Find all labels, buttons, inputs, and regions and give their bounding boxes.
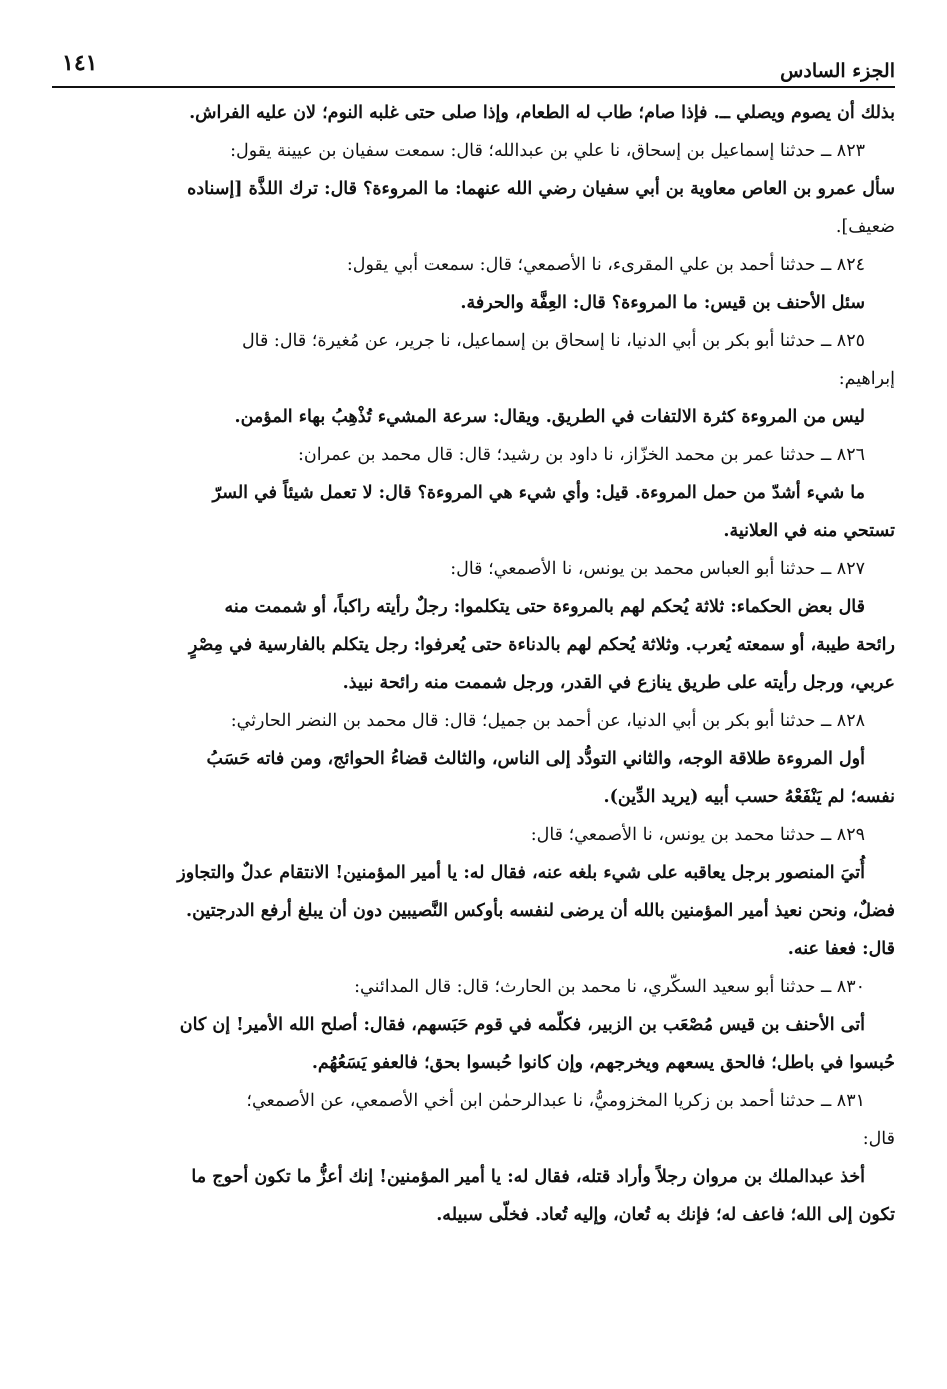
narration-chain-line: ٨٢٥ ــ حدثنا أبو بكر بن أبي الدنيا، نا إسحاق بن إسماعيل، نا جرير، عن مُغيرة؛ قال: قال	[241, 331, 865, 351]
text-line: عربي، ورجل رأيته على طريق ينازع في القدر، ورجل شممت منه رائحة نبيذ.	[342, 673, 895, 693]
page-number: ١٤١	[62, 50, 98, 76]
narration-chain-line: ٨٢٨ ــ حدثنا أبو بكر بن أبي الدنيا، عن أحمد بن جميل؛ قال: قال محمد بن النضر الحارثي:	[230, 711, 865, 731]
text-line: إبراهيم:	[838, 369, 895, 389]
text-line: قال: فعفا عنه.	[787, 939, 895, 959]
text-line: تكون إلى الله؛ فاعف له؛ فإنك به تُعان، وإليه تُعاد. فخلّى سبيله.	[436, 1205, 895, 1225]
text-line: قال:	[862, 1129, 895, 1149]
running-title: الجزء السادس	[780, 60, 895, 82]
text-line: فضلٌ، ونحن نعيذ أمير المؤمنين بالله أن يرضى لنفسه بأوكس النَّصيبين دون أن يبلغ أرفع الدرجتين.	[186, 901, 895, 921]
page-body	[52, 88, 895, 1234]
narration-chain-line: ٨٢٣ ــ حدثنا إسماعيل بن إسحاق، نا علي بن عبدالله؛ قال: سمعت سفيان بن عيينة يقول:	[230, 141, 865, 161]
text-line: أخذ عبدالملك بن مروان رجلاً وأراد قتله، فقال له: يا أمير المؤمنين! إنك أعزُّ ما تكون أحوج ما	[191, 1167, 865, 1187]
narration-chain-line: ٨٣٠ ــ حدثنا أبو سعيد السكّري، نا محمد بن الحارث؛ قال: قال المدائني:	[354, 977, 865, 997]
narration-chain-line: ٨٢٤ ــ حدثنا أحمد بن علي المقرىء، نا الأصمعي؛ قال: سمعت أبي يقول:	[346, 255, 865, 275]
page	[52, 40, 895, 1349]
text-line: سئل الأحنف بن قيس: ما المروءة؟ قال: العِفَّة والحرفة.	[460, 293, 865, 313]
text-line: بذلك أن يصوم ويصلي ــ. فإذا صام؛ طاب له الطعام، وإذا صلى حتى غلبه النوم؛ لان عليه الفراش.	[189, 103, 895, 123]
text-line: ما شيء أشدّ من حمل المروءة. قيل: وأي شيء هي المروءة؟ قال: لا تعمل شيئاً في السرّ	[212, 483, 865, 503]
narration-chain-line: ٨٢٧ ــ حدثنا أبو العباس محمد بن يونس، نا الأصمعي؛ قال:	[450, 559, 865, 579]
narration-chain-line: ٨٣١ ــ حدثنا أحمد بن زكريا المخزوميُّ، نا عبدالرحمٰن ابن أخي الأصمعي، عن الأصمعي؛	[246, 1091, 865, 1111]
text-line: حُبسوا في باطل؛ فالحق يسعهم ويخرجهم، وإن كانوا حُبسوا بحق؛ فالعفو يَسَعُهُم.	[311, 1053, 895, 1073]
text-line: قال بعض الحكماء: ثلاثة يُحكم لهم بالمروءة حتى يتكلموا: رجلٌ رأيته راكباً، أو شممت منه	[224, 597, 865, 617]
narration-chain-line: ٨٢٦ ــ حدثنا عمر بن محمد الخزّاز، نا داود بن رشيد؛ قال: قال محمد بن عمران:	[297, 445, 865, 465]
text-line: ليس من المروءة كثرة الالتفات في الطريق. ويقال: سرعة المشيء تُذْهِبُ بهاء المؤمن.	[234, 407, 865, 427]
page-header	[52, 40, 895, 88]
text-line: أول المروءة طلاقة الوجه، والثاني التودُّد إلى الناس، والثالث قضاءُ الحوائج، ومن فاته حَسَبُ	[206, 749, 865, 769]
text-line: رائحة طيبة، أو سمعته يُعرب. وثلاثة يُحكم لهم بالدناءة حتى يُعرفوا: رجل يتكلم بالفارسية في مِصْرٍ	[188, 635, 895, 655]
text-line: تستحي منه في العلانية.	[723, 521, 895, 541]
text-line: أُتيَ المنصور برجل يعاقبه على شيء بلغه عنه، فقال له: يا أمير المؤمنين! الانتقام عدلٌ والتجاوز	[177, 863, 865, 883]
text-line: نفسه؛ لم يَنْفَعْهُ حسب أبيه (يريد الدِّين).	[603, 787, 895, 807]
text-line: سأل عمرو بن العاص معاوية بن أبي سفيان رضي الله عنهما: ما المروءة؟ قال: ترك اللذَّة [إسناده	[187, 179, 895, 199]
text-line: أتى الأحنف بن قيس مُصْعَب بن الزبير، فكلّمه في قوم حَبَسهم، فقال: أصلح الله الأمير! إن كان	[179, 1015, 865, 1035]
text-line: ضعيف].	[835, 217, 895, 237]
narration-chain-line: ٨٢٩ ــ حدثنا محمد بن يونس، نا الأصمعي؛ قال:	[530, 825, 865, 845]
